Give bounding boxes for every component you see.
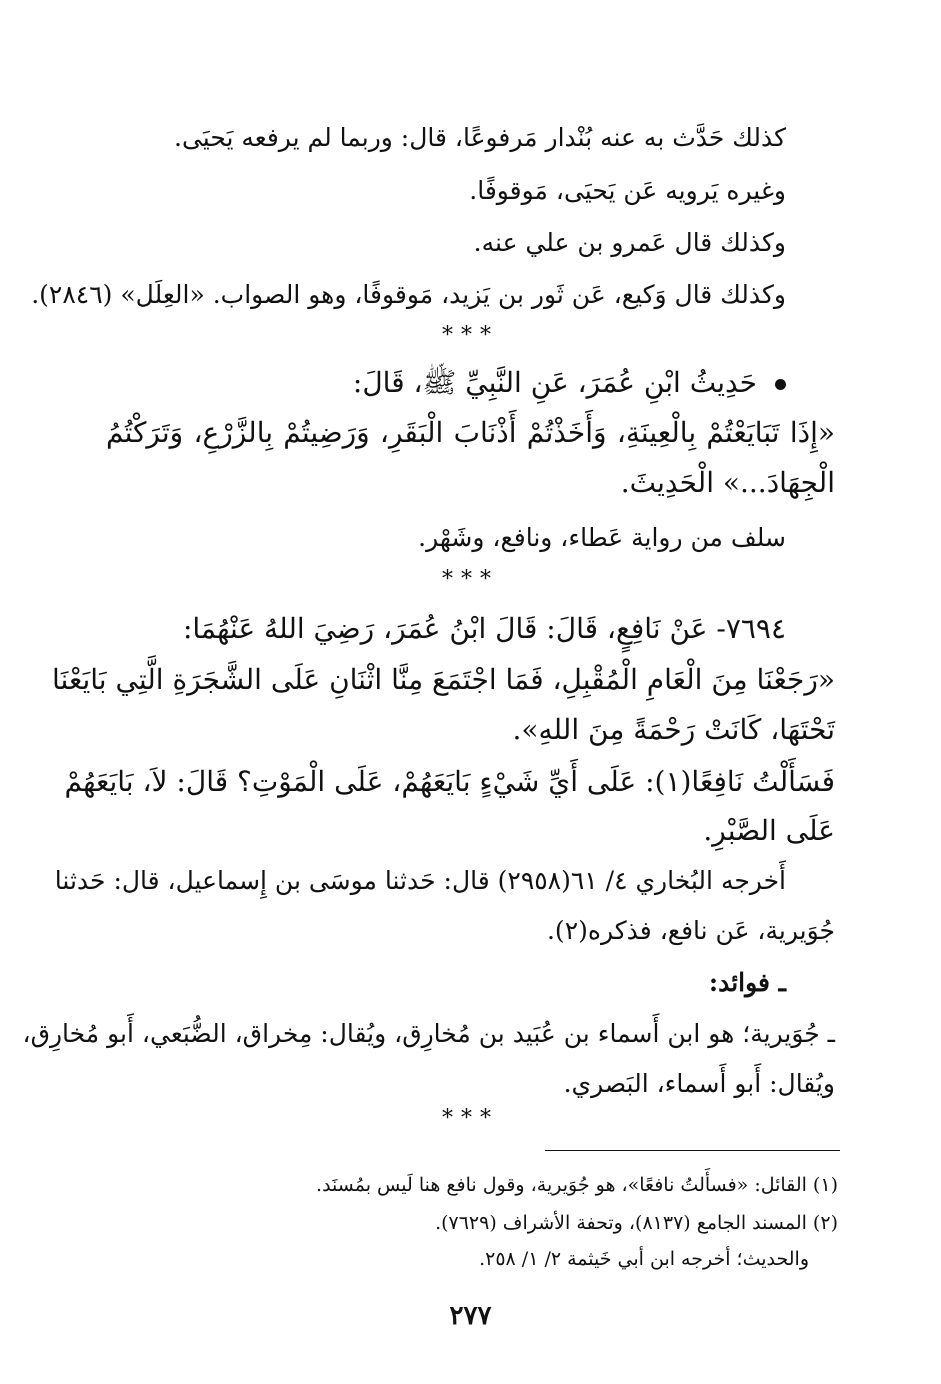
text-line: وكذلك قال عَمرو بن علي عنه.: [473, 228, 786, 257]
hadith-text-line: تَحْتَهَا، كَانَتْ رَحْمَةً مِنَ اللهِ».: [512, 713, 835, 746]
footnote-divider: [545, 1150, 840, 1151]
hadith-number-line: ٧٦٩٤- عَنْ نَافِعٍ، قَالَ: قَالَ ابْنُ عُمَرَ، رَضِيَ اللهُ عَنْهُمَا:: [182, 612, 786, 645]
text-line: وكذلك قال وَكيع، عَن ثَور بن يَزيد، مَوقوفًا، وهو الصواب. «العِلَل» (٢٨٤٦).: [31, 280, 786, 309]
text-line: أَخرجه البُخاري ٤/ ٦١(٢٩٥٨) قال: حَدثنا موسَى بن إِسماعيل، قال: حَدثنا: [54, 866, 786, 895]
text-line: جُوَيرية، عَن نافع، فذكره(٢).: [546, 916, 835, 945]
hadith-text-line: الْجِهَادَ...» الْحَدِيثَ.: [620, 466, 835, 499]
text-line: كذلك حَدَّث به عنه بُنْدار مَرفوعًا، قال: وربما لم يرفعه يَحيَى.: [174, 123, 786, 152]
text-line: ويُقال: أَبو أَسماء، البَصري.: [563, 1069, 835, 1098]
footnote-2: (٢) المسند الجامع (٨١٣٧)، وتحفة الأشراف (٧٦٢٩).: [435, 1212, 838, 1234]
section-separator: ***: [442, 323, 499, 348]
footnote-1: (١) القائل: «فسأَلتُ نافعًا»، هو جُوَيرية، وقول نافع هنا لَيس بمُسنَد.: [316, 1174, 838, 1196]
bullet-icon: [775, 379, 786, 390]
footnote-2-continuation: والحديث؛ أخرجه ابن أبي خَيثمة ٢/ ١/ ٢٥٨.: [479, 1248, 809, 1270]
page-number: ٢٧٧: [449, 1301, 492, 1331]
hadith-text-line: «إِذَا تَبَايَعْتُمْ بِالْعِينَةِ، وَأَخَذْتُمْ أَذْنَابَ الْبَقَرِ، وَرَضِيتُمْ بِالزَّرْعِ، وَتَرَكْتُمُ: [106, 416, 835, 449]
text-line: ـ جُوَيرية؛ هو ابن أَسماء بن عُبَيد بن مُخارِق، ويُقال: مِخراق، الضُّبَعي، أَبو مُخارِق،: [22, 1019, 835, 1048]
benefits-heading: ـ فوائد:: [708, 968, 786, 997]
hadith-text-line: عَلَى الصَّبْرِ.: [703, 814, 835, 847]
hadith-text-line: «رَجَعْنَا مِنَ الْعَامِ الْمُقْبِلِ، فَمَا اجْتَمَعَ مِنَّا اثْنَانِ عَلَى الشَّجَرَةِ الَّتِي بَايَعْنَا: [51, 663, 835, 696]
text-line: وغيره يَرويه عَن يَحيَى، مَوقوفًا.: [469, 176, 786, 205]
text-line: سلف من رواية عَطاء، ونافع، وشَهْر.: [418, 523, 786, 552]
section-separator: ***: [442, 567, 499, 592]
hadith-heading-text: حَدِيثُ ابْنِ عُمَرَ، عَنِ النَّبِيِّ ﷺ، قَالَ:: [352, 366, 757, 399]
section-separator: ***: [442, 1106, 499, 1131]
hadith-heading: [353, 364, 786, 402]
hadith-text-line: فَسَأَلْتُ نَافِعًا(١): عَلَى أَيِّ شَيْءٍ بَايَعَهُمْ، عَلَى الْمَوْتِ؟ قَالَ: لاَ، بَايَعَهُمْ: [64, 765, 835, 798]
